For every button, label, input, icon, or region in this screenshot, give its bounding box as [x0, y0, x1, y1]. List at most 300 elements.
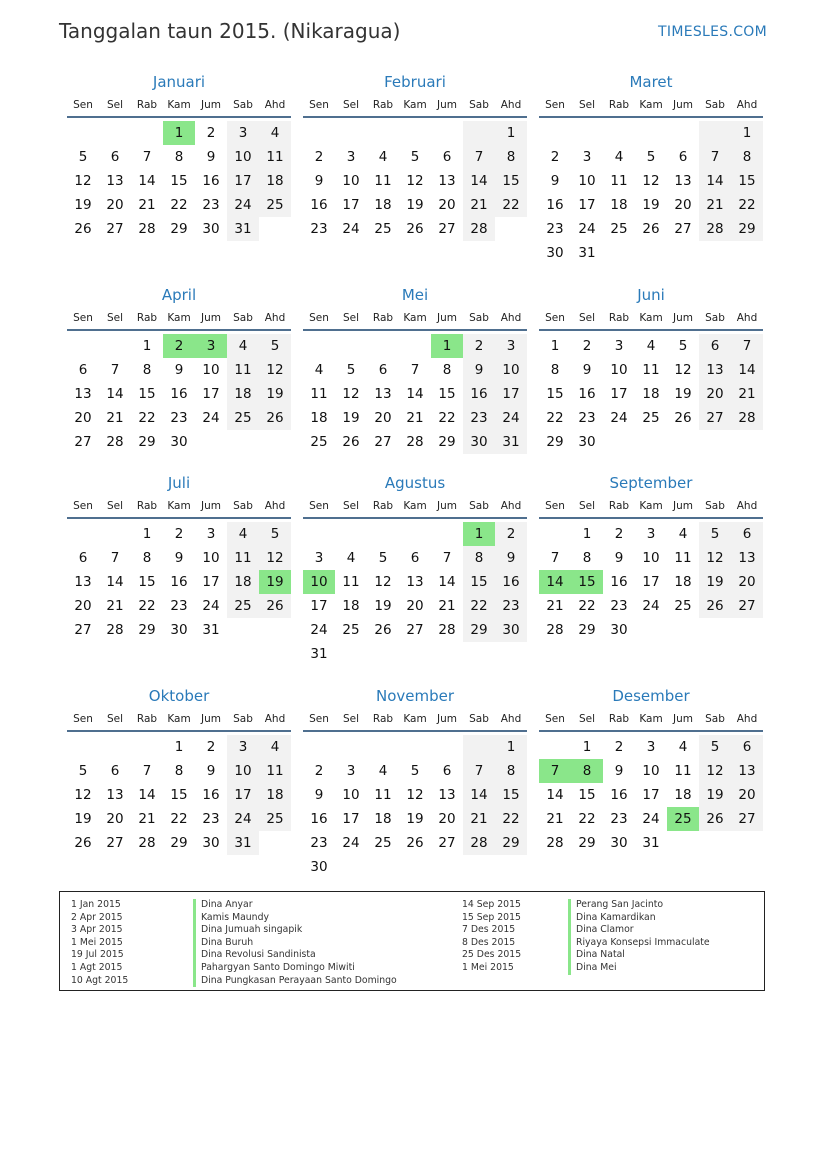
day-cell: 27	[438, 221, 456, 237]
day-cell: 9	[495, 546, 527, 570]
day-cell: 16	[202, 787, 220, 803]
day-cell: 3	[495, 334, 527, 358]
day-cell: 26	[259, 594, 291, 618]
month-september	[539, 473, 763, 642]
holiday-day-cell: 8	[571, 759, 603, 783]
day-cell: 20	[74, 598, 92, 614]
day-cell: 30	[310, 859, 328, 875]
day-cell: 9	[206, 763, 216, 779]
day-cell: 8	[495, 145, 527, 169]
day-cell: 10	[202, 362, 220, 378]
weekday-label: Kam	[403, 500, 427, 512]
empty-cell	[539, 121, 571, 145]
day-cell: 24	[578, 221, 596, 237]
weekday-label: Sen	[309, 500, 329, 512]
day-cell: 3	[646, 739, 656, 755]
weekday-label: Kam	[639, 312, 663, 324]
month-januari	[67, 72, 291, 241]
day-grid	[539, 121, 763, 265]
day-cell: 23	[202, 197, 220, 213]
day-cell: 5	[78, 763, 88, 779]
day-cell: 3	[206, 526, 216, 542]
day-cell: 21	[438, 598, 456, 614]
weekday-label: Ahd	[736, 500, 758, 512]
day-cell: 9	[614, 550, 624, 566]
day-cell: 17	[578, 197, 596, 213]
weekday-label: Sab	[469, 713, 489, 725]
empty-cell	[367, 121, 399, 145]
day-cell: 17	[202, 386, 220, 402]
day-cell: 12	[699, 546, 731, 570]
legend-holiday-name: Riyaya Konsepsi Immaculate	[568, 937, 710, 950]
month-februari	[303, 72, 527, 241]
empty-cell	[399, 121, 431, 145]
day-cell: 26	[74, 835, 92, 851]
day-cell: 9	[463, 358, 495, 382]
month-november	[303, 686, 527, 879]
day-cell: 1	[550, 338, 560, 354]
weekday-label: Kam	[167, 312, 191, 324]
day-cell: 18	[259, 783, 291, 807]
day-cell: 5	[378, 550, 388, 566]
weekday-label: Jum	[437, 713, 457, 725]
day-cell: 12	[406, 173, 424, 189]
day-cell: 16	[578, 386, 596, 402]
weekday-label: Sab	[705, 312, 725, 324]
weekday-label: Rab	[372, 500, 394, 512]
day-cell: 3	[346, 149, 356, 165]
weekday-label: Rab	[608, 500, 630, 512]
day-cell: 15	[170, 787, 188, 803]
day-cell: 4	[346, 550, 356, 566]
day-cell: 26	[642, 221, 660, 237]
day-cell: 24	[227, 193, 259, 217]
day-grid	[67, 522, 291, 642]
day-cell: 10	[342, 787, 360, 803]
weekday-label: Sab	[705, 713, 725, 725]
holiday-day-cell: 1	[463, 522, 495, 546]
day-cell: 7	[731, 334, 763, 358]
weekday-label: Sel	[106, 312, 124, 324]
weekday-label: Sen	[309, 713, 329, 725]
day-cell: 25	[610, 221, 628, 237]
empty-cell	[335, 121, 367, 145]
day-cell: 28	[138, 835, 156, 851]
weekday-label: Sen	[545, 312, 565, 324]
day-cell: 26	[674, 410, 692, 426]
day-cell: 20	[699, 382, 731, 406]
empty-cell	[335, 334, 367, 358]
weekday-label: Sab	[233, 500, 253, 512]
empty-cell	[99, 735, 131, 759]
weekday-label: Sab	[233, 713, 253, 725]
weekday-header	[67, 309, 291, 331]
day-cell: 12	[342, 386, 360, 402]
day-cell: 17	[227, 169, 259, 193]
day-cell: 31	[227, 217, 259, 241]
day-cell: 28	[106, 622, 124, 638]
day-cell: 27	[674, 221, 692, 237]
weekday-label: Sab	[233, 99, 253, 111]
day-cell: 16	[463, 382, 495, 406]
day-cell: 4	[378, 763, 388, 779]
month-name: Juli	[167, 474, 191, 492]
day-cell: 5	[699, 735, 731, 759]
day-cell: 20	[438, 197, 456, 213]
day-cell: 18	[374, 811, 392, 827]
day-cell: 25	[310, 434, 328, 450]
month-desember	[539, 686, 763, 855]
day-cell: 1	[142, 338, 152, 354]
empty-cell	[99, 121, 131, 145]
day-cell: 13	[674, 173, 692, 189]
day-cell: 28	[106, 434, 124, 450]
weekday-label: Kam	[403, 312, 427, 324]
weekday-label: Sen	[545, 99, 565, 111]
weekday-label: Jum	[673, 99, 693, 111]
day-cell: 18	[259, 169, 291, 193]
empty-cell	[99, 522, 131, 546]
month-april	[67, 285, 291, 454]
day-cell: 9	[614, 763, 624, 779]
day-cell: 15	[463, 570, 495, 594]
day-cell: 6	[78, 362, 88, 378]
day-cell: 30	[170, 622, 188, 638]
day-cell: 4	[314, 362, 324, 378]
legend-date: 25 Des 2015	[462, 949, 522, 961]
day-cell: 11	[674, 763, 692, 779]
day-grid	[67, 121, 291, 241]
day-cell: 20	[74, 410, 92, 426]
month-juni	[539, 285, 763, 454]
day-cell: 6	[110, 763, 120, 779]
weekday-header	[67, 497, 291, 519]
empty-cell	[67, 334, 99, 358]
day-cell: 22	[546, 410, 564, 426]
weekday-label: Ahd	[500, 312, 522, 324]
weekday-label: Ahd	[264, 713, 286, 725]
day-cell: 14	[731, 358, 763, 382]
holiday-legend	[59, 891, 765, 991]
day-cell: 19	[74, 811, 92, 827]
weekday-label: Sel	[342, 99, 360, 111]
day-cell: 23	[546, 221, 564, 237]
weekday-label: Sel	[578, 713, 596, 725]
weekday-label: Sel	[106, 713, 124, 725]
day-cell: 22	[138, 410, 156, 426]
day-cell: 8	[442, 362, 452, 378]
day-cell: 14	[138, 787, 156, 803]
day-cell: 12	[642, 173, 660, 189]
brand-link[interactable]: TIMESLES.COM	[658, 24, 767, 40]
day-cell: 26	[699, 594, 731, 618]
weekday-label: Jum	[673, 312, 693, 324]
day-cell: 13	[438, 173, 456, 189]
day-cell: 27	[106, 221, 124, 237]
day-cell: 5	[410, 763, 420, 779]
day-cell: 14	[138, 173, 156, 189]
weekday-label: Sab	[469, 312, 489, 324]
weekday-label: Rab	[136, 99, 158, 111]
empty-cell	[131, 735, 163, 759]
weekday-header	[67, 96, 291, 118]
day-cell: 25	[259, 193, 291, 217]
empty-cell	[571, 121, 603, 145]
day-cell: 27	[438, 835, 456, 851]
day-cell: 19	[406, 197, 424, 213]
day-cell: 7	[442, 550, 452, 566]
day-cell: 13	[699, 358, 731, 382]
day-cell: 16	[610, 574, 628, 590]
day-cell: 29	[546, 434, 564, 450]
day-cell: 9	[314, 787, 324, 803]
day-cell: 2	[314, 763, 324, 779]
empty-cell	[603, 121, 635, 145]
month-maret	[539, 72, 763, 265]
empty-cell	[699, 121, 731, 145]
day-cell: 12	[259, 546, 291, 570]
day-cell: 3	[227, 735, 259, 759]
day-cell: 21	[546, 811, 564, 827]
day-cell: 22	[731, 193, 763, 217]
month-name: Juni	[637, 286, 665, 304]
day-cell: 5	[410, 149, 420, 165]
day-cell: 15	[546, 386, 564, 402]
day-cell: 17	[342, 197, 360, 213]
day-cell: 7	[110, 362, 120, 378]
day-cell: 26	[699, 807, 731, 831]
day-cell: 27	[699, 406, 731, 430]
day-cell: 13	[406, 574, 424, 590]
day-cell: 8	[495, 759, 527, 783]
weekday-label: Rab	[608, 713, 630, 725]
month-name: Maret	[629, 73, 673, 91]
weekday-label: Sen	[73, 500, 93, 512]
month-name: Januari	[152, 73, 206, 91]
month-name: Agustus	[384, 474, 446, 492]
day-grid	[67, 334, 291, 454]
weekday-label: Sab	[705, 500, 725, 512]
day-cell: 8	[582, 550, 592, 566]
weekday-label: Sen	[73, 312, 93, 324]
weekday-label: Rab	[608, 99, 630, 111]
day-cell: 1	[582, 526, 592, 542]
month-name: Oktober	[148, 687, 210, 705]
legend-date: 1 Mei 2015	[462, 961, 514, 973]
day-cell: 30	[578, 434, 596, 450]
day-cell: 5	[699, 522, 731, 546]
month-name: September	[609, 474, 693, 492]
day-cell: 23	[578, 410, 596, 426]
weekday-label: Sab	[469, 500, 489, 512]
day-cell: 3	[227, 121, 259, 145]
day-cell: 7	[550, 550, 560, 566]
day-cell: 4	[614, 149, 624, 165]
holiday-day-cell: 7	[539, 759, 571, 783]
day-cell: 1	[495, 735, 527, 759]
weekday-label: Ahd	[264, 500, 286, 512]
day-cell: 15	[138, 574, 156, 590]
weekday-label: Kam	[403, 713, 427, 725]
day-cell: 15	[495, 169, 527, 193]
weekday-label: Kam	[639, 500, 663, 512]
day-cell: 26	[374, 622, 392, 638]
day-cell: 4	[678, 739, 688, 755]
day-cell: 19	[699, 783, 731, 807]
day-cell: 11	[259, 145, 291, 169]
day-cell: 10	[202, 550, 220, 566]
day-cell: 6	[78, 550, 88, 566]
day-cell: 15	[138, 386, 156, 402]
holiday-day-cell: 19	[259, 570, 291, 594]
day-cell: 4	[678, 526, 688, 542]
day-cell: 8	[142, 362, 152, 378]
empty-cell	[399, 735, 431, 759]
weekday-label: Jum	[437, 99, 457, 111]
day-cell: 6	[410, 550, 420, 566]
day-cell: 20	[374, 410, 392, 426]
empty-cell	[431, 121, 463, 145]
day-cell: 17	[310, 598, 328, 614]
day-cell: 26	[74, 221, 92, 237]
empty-cell	[463, 121, 495, 145]
day-cell: 23	[202, 811, 220, 827]
day-cell: 10	[610, 362, 628, 378]
day-cell: 2	[206, 739, 216, 755]
month-name: April	[161, 286, 197, 304]
holiday-day-cell: 1	[163, 121, 195, 145]
day-cell: 23	[310, 221, 328, 237]
day-cell: 24	[202, 598, 220, 614]
day-cell: 22	[463, 594, 495, 618]
day-cell: 12	[74, 787, 92, 803]
day-cell: 12	[374, 574, 392, 590]
day-grid	[539, 735, 763, 855]
day-cell: 16	[170, 574, 188, 590]
legend-date: 1 Agt 2015	[71, 961, 123, 973]
day-cell: 15	[731, 169, 763, 193]
day-cell: 15	[170, 173, 188, 189]
month-name: Desember	[612, 687, 690, 705]
day-cell: 31	[642, 835, 660, 851]
day-cell: 14	[438, 574, 456, 590]
day-cell: 13	[731, 546, 763, 570]
day-cell: 7	[463, 759, 495, 783]
legend-holiday-name: Dina Kamardikan	[568, 912, 710, 925]
day-cell: 22	[170, 197, 188, 213]
day-cell: 30	[495, 618, 527, 642]
day-cell: 25	[227, 406, 259, 430]
day-cell: 6	[442, 149, 452, 165]
day-cell: 6	[699, 334, 731, 358]
weekday-label: Jum	[437, 312, 457, 324]
day-grid	[67, 735, 291, 855]
weekday-label: Sen	[73, 99, 93, 111]
legend-date: 8 Des 2015	[462, 936, 516, 948]
day-cell: 25	[642, 410, 660, 426]
day-cell: 6	[442, 763, 452, 779]
day-cell: 25	[374, 835, 392, 851]
day-cell: 21	[406, 410, 424, 426]
legend-holiday-name: Dina Mei	[568, 962, 710, 975]
empty-cell	[367, 334, 399, 358]
empty-cell	[99, 334, 131, 358]
month-juli	[67, 473, 291, 642]
weekday-header	[539, 497, 763, 519]
weekday-label: Sen	[545, 500, 565, 512]
day-cell: 14	[106, 386, 124, 402]
day-cell: 16	[495, 570, 527, 594]
legend-holiday-name: Dina Clamor	[568, 924, 710, 937]
day-cell: 14	[699, 169, 731, 193]
legend-date: 19 Jul 2015	[71, 949, 124, 961]
weekday-label: Kam	[167, 713, 191, 725]
weekday-label: Rab	[136, 500, 158, 512]
day-cell: 12	[259, 358, 291, 382]
day-cell: 30	[546, 245, 564, 261]
legend-date: 7 Des 2015	[462, 924, 516, 936]
weekday-label: Kam	[639, 713, 663, 725]
weekday-label: Jum	[201, 713, 221, 725]
day-cell: 6	[378, 362, 388, 378]
day-cell: 18	[227, 382, 259, 406]
day-cell: 5	[646, 149, 656, 165]
weekday-label: Kam	[167, 500, 191, 512]
day-cell: 8	[463, 546, 495, 570]
day-cell: 9	[206, 149, 216, 165]
day-cell: 21	[546, 598, 564, 614]
day-cell: 6	[110, 149, 120, 165]
day-cell: 14	[463, 783, 495, 807]
weekday-label: Jum	[437, 500, 457, 512]
legend-date: 3 Apr 2015	[71, 924, 123, 936]
month-name: Mei	[401, 286, 429, 304]
empty-cell	[67, 735, 99, 759]
empty-cell	[635, 121, 667, 145]
weekday-label: Jum	[201, 500, 221, 512]
day-cell: 3	[646, 526, 656, 542]
day-cell: 12	[699, 759, 731, 783]
weekday-header	[303, 96, 527, 118]
holiday-day-cell: 1	[431, 334, 463, 358]
legend-date: 15 Sep 2015	[462, 911, 521, 923]
day-cell: 21	[138, 811, 156, 827]
day-cell: 11	[674, 550, 692, 566]
day-cell: 20	[438, 811, 456, 827]
day-cell: 25	[342, 622, 360, 638]
day-cell: 4	[259, 735, 291, 759]
empty-cell	[335, 522, 367, 546]
day-cell: 29	[578, 835, 596, 851]
day-cell: 11	[310, 386, 328, 402]
day-cell: 18	[342, 598, 360, 614]
day-cell: 10	[642, 550, 660, 566]
day-cell: 1	[582, 739, 592, 755]
weekday-label: Sel	[578, 500, 596, 512]
day-cell: 20	[674, 197, 692, 213]
day-cell: 11	[374, 787, 392, 803]
day-cell: 27	[106, 835, 124, 851]
day-cell: 19	[74, 197, 92, 213]
day-cell: 3	[346, 763, 356, 779]
empty-cell	[67, 522, 99, 546]
day-cell: 2	[495, 522, 527, 546]
weekday-label: Sab	[469, 99, 489, 111]
legend-holiday-name: Dina Pungkasan Perayaan Santo Domingo	[193, 975, 397, 988]
day-cell: 19	[674, 386, 692, 402]
holiday-day-cell: 3	[195, 334, 227, 358]
month-oktober	[67, 686, 291, 855]
